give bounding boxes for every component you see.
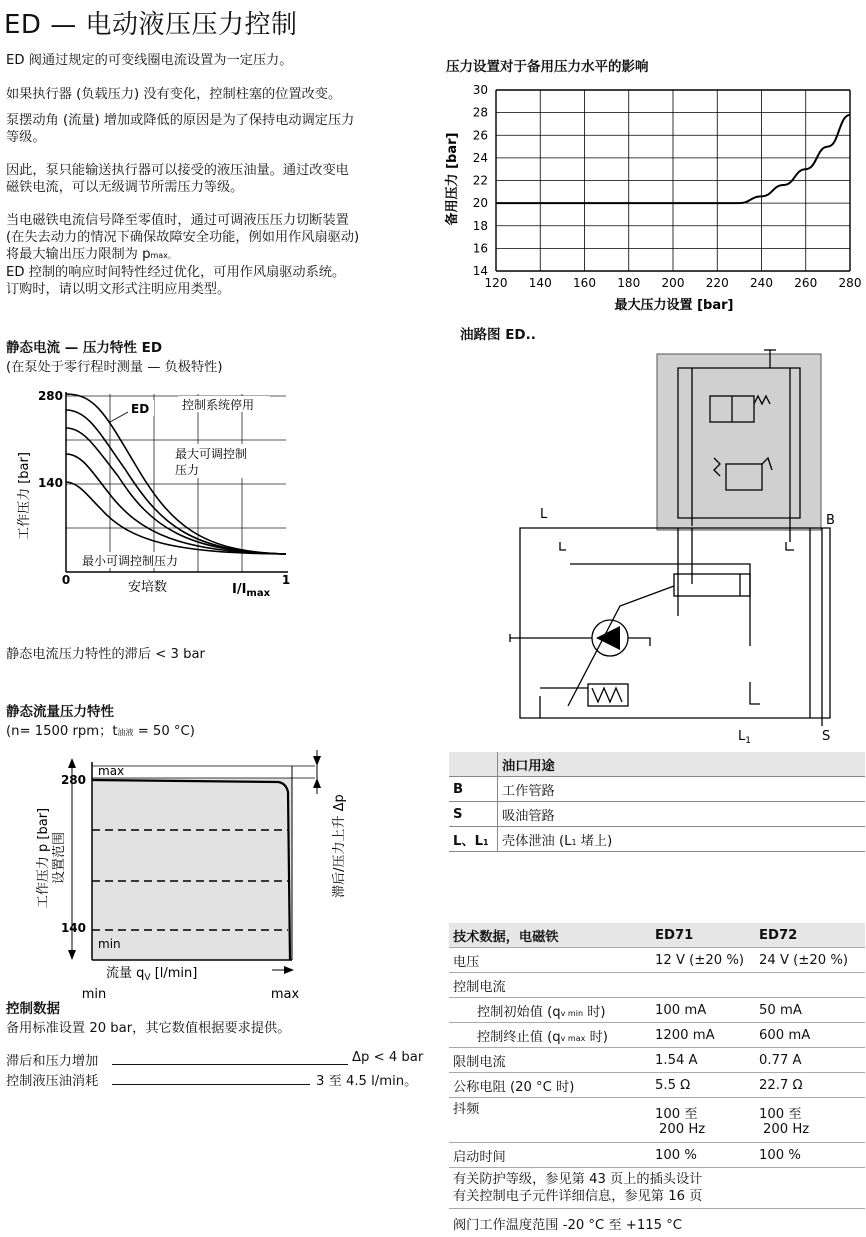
ports-header-blank — [449, 752, 498, 777]
standby-chart-xtick-label: 120 — [485, 276, 508, 290]
standby-chart-yticks — [473, 83, 488, 278]
port-key — [449, 827, 498, 852]
control-row1-leader — [112, 1050, 348, 1065]
intro-p2: 如果执行器 (负载压力) 没有变化，控制柱塞的位置改变。 — [6, 86, 426, 103]
spec-dither-ed72-b: 200 Hz — [759, 1122, 861, 1137]
spec-ed71: 1.54 A — [651, 1048, 755, 1073]
spec-start-sub: v min — [561, 1009, 583, 1018]
char2-ylabel2: 设置范围 — [52, 832, 67, 884]
port-usage-end: 堵上) — [577, 834, 613, 849]
standby-chart-ytick-label: 14 — [473, 264, 488, 278]
table-row — [449, 973, 865, 998]
intro-p4-line2: 磁铁电流，可以无级调节所需压力等级。 — [6, 179, 426, 196]
spec-temp: 阀门工作温度范围 -20 °C 至 +115 °C — [449, 1209, 865, 1237]
char1-xlabel2: $I/I_{max}$ — [232, 582, 271, 599]
spec-note2: 有关控制电子元件详细信息，参见第 16 页 — [453, 1188, 861, 1205]
char1-heading: 静态电流 — 压力特性 ED — [6, 340, 426, 357]
circuit-title: 油路图 ED.. — [460, 323, 536, 343]
char2-max-label: max — [98, 764, 124, 778]
char1-subheading: (在泵处于零行程时测量 — 负极特性) — [6, 359, 426, 376]
current-pressure-diagram — [0, 384, 300, 606]
standby-chart-ytick-label: 16 — [473, 241, 488, 255]
table-row — [449, 998, 865, 1023]
spec-ed71 — [651, 1098, 755, 1143]
spec-ed71: 5.5 Ω — [651, 1073, 755, 1098]
standby-chart-ytick-label: 24 — [473, 151, 488, 165]
circuit-port-L: L — [540, 507, 548, 522]
ports-header-row — [449, 752, 865, 777]
spec-notes — [449, 1168, 865, 1209]
control-row2-value: 3 至 4.5 l/min。 — [316, 1070, 417, 1089]
table-row — [449, 802, 865, 827]
standby-chart-ytick-label: 18 — [473, 219, 488, 233]
char2-xmax: max — [271, 987, 300, 1002]
circuit-port-L1: $L_1$ — [738, 729, 751, 746]
standby-chart-ytick-label: 20 — [473, 196, 488, 210]
control-row1-value: Δp < 4 bar — [352, 1050, 423, 1065]
char1-ytick-280: 280 — [38, 389, 63, 403]
port-usage — [498, 827, 866, 852]
standby-chart-xlabel: 最大压力设置 [bar] — [615, 297, 734, 313]
intro-p5-line3-text: 将最大输出压力限制为 p — [6, 247, 150, 262]
char2-sub-end: = 50 °C) — [134, 724, 195, 739]
spec-ed72: 0.77 A — [755, 1048, 865, 1073]
circuit-port-S: S — [822, 729, 830, 744]
spec-ed72: 22.7 Ω — [755, 1073, 865, 1098]
table-row — [449, 1098, 865, 1143]
char1-label-min: 最小可调控制压力 — [82, 553, 178, 568]
port-usage: 吸油管路 — [498, 802, 866, 827]
spec-ed71: 1200 mA — [651, 1023, 755, 1048]
standby-chart-ytick-label: 30 — [473, 83, 488, 97]
char2-sub-small: 油液 — [118, 728, 134, 737]
char1-label-off: 控制系统停用 — [182, 397, 254, 412]
intro-p5-line2: (在失去动力的情况下确保故障安全功能，例如用作风扇驱动) — [6, 229, 426, 246]
spec-dither-ed71-b: 200 Hz — [655, 1122, 751, 1137]
solenoid-spec-table — [449, 923, 865, 1237]
char2-subheading — [6, 723, 426, 741]
intro-p5-line3 — [6, 246, 426, 264]
port-key: B — [449, 777, 498, 802]
spec-end-text: 控制终止值 (q — [477, 1030, 561, 1045]
hydraulic-circuit — [500, 346, 866, 746]
spec-start-end: 时) — [583, 1005, 606, 1020]
char1-ytick-140: 140 — [38, 476, 63, 490]
spec-ed72: 24 V (±20 %) — [755, 948, 865, 973]
char1-label-max1: 最大可调控制 — [175, 446, 247, 461]
port-key-text: L、L — [453, 834, 483, 849]
char1-xtick-1: 1 — [282, 573, 290, 587]
char1-xlabel: 安培数 — [128, 579, 167, 595]
intro-p5 — [6, 212, 426, 298]
standby-chart-xtick-label: 280 — [839, 276, 862, 290]
table-row — [449, 777, 865, 802]
standby-pressure-chart — [440, 76, 866, 316]
control-note: 备用标准设置 20 bar，其它数值根据要求提供。 — [6, 1020, 426, 1037]
standby-chart-xtick-label: 260 — [794, 276, 817, 290]
control-row2-leader — [112, 1070, 310, 1085]
intro-p7: 订购时，请以明文形式注明应用类型。 — [6, 281, 426, 298]
standby-chart-ytick-label: 28 — [473, 106, 488, 120]
spec-header-ed72: ED72 — [755, 923, 865, 948]
char1-grid — [66, 394, 286, 572]
port-key-sub: 1 — [483, 838, 489, 847]
char2-xlabel: 流量 $q_V$ [l/min] — [106, 965, 197, 983]
circuit-control-block — [657, 354, 821, 530]
port-usage-text: 壳体泄油 (L — [502, 834, 571, 849]
intro-p5-line3-sub: max。 — [150, 251, 175, 260]
spec-header-title: 技术数据，电磁铁 — [449, 923, 651, 948]
intro-p3-line2: 等级。 — [6, 129, 426, 146]
spec-header-row — [449, 923, 865, 948]
ports-table — [449, 752, 865, 852]
control-heading: 控制数据 — [6, 1001, 426, 1018]
intro-p6: ED 控制的响应时间特性经过优化，可用作风扇驱动系统。 — [6, 264, 426, 281]
standby-chart-xtick-label: 240 — [750, 276, 773, 290]
char2-xarrow-head — [284, 966, 294, 974]
top-chart-title: 压力设置对于备用压力水平的影响 — [446, 55, 649, 75]
standby-chart-ytick-label: 22 — [473, 174, 488, 188]
char2-sub-text: (n= 1500 rpm；t — [6, 724, 118, 739]
spec-label — [449, 1023, 651, 1048]
char1-ed-leader — [110, 412, 128, 422]
spec-label: 限制电流 — [449, 1048, 651, 1073]
table-row — [449, 827, 865, 852]
table-row — [449, 1209, 865, 1237]
intro-p5-line1: 当电磁铁电流信号降至零值时，通过可调液压压力切断装置 — [6, 212, 426, 229]
circuit-port-B: B — [826, 513, 835, 528]
standby-chart-grid — [496, 90, 850, 271]
spec-ed71: 12 V (±20 %) — [651, 948, 755, 973]
standby-chart-ytick-label: 26 — [473, 128, 488, 142]
spec-note1: 有关防护等级，参见第 43 页上的插头设计 — [453, 1171, 861, 1188]
char2-min-label: min — [98, 937, 121, 951]
char2-ylabel1: 工作压力 p [bar] — [35, 808, 51, 908]
table-row — [449, 1023, 865, 1048]
spec-label: 电压 — [449, 948, 651, 973]
table-row — [449, 1168, 865, 1209]
intro-p3 — [6, 112, 426, 146]
char2-area — [92, 778, 292, 960]
intro-p4 — [6, 162, 426, 196]
spec-ed72: 600 mA — [755, 1023, 865, 1048]
intro-p4-line1: 因此，泵只能输送执行器可以接受的液压油量。通过改变电 — [6, 162, 426, 179]
char1-label-ed: ED — [131, 402, 149, 416]
spec-end-sub: v max — [561, 1034, 586, 1043]
spec-label: 抖频 — [449, 1098, 651, 1143]
port-usage: 工作管路 — [498, 777, 866, 802]
spec-label — [449, 998, 651, 1023]
intro-p1: ED 阀通过规定的可变线圈电流设置为一定压力。 — [6, 52, 426, 69]
spec-label: 公称电阻 (20 °C 时) — [449, 1073, 651, 1098]
page-title: ED — 电动液压压力控制 — [4, 4, 297, 41]
spec-ed71: 100 % — [651, 1143, 755, 1168]
spec-label: 控制电流 — [449, 973, 865, 998]
char1-xtick-0: 0 — [62, 573, 70, 587]
table-row — [449, 1048, 865, 1073]
standby-chart-xticks — [485, 276, 862, 290]
control-row1-label: 滞后和压力增加 — [6, 1050, 98, 1069]
standby-chart-xtick-label: 200 — [662, 276, 685, 290]
spec-end-end: 时) — [585, 1030, 608, 1045]
spec-start-text: 控制初始值 (q — [477, 1005, 561, 1020]
char2-rlabel: 滞后/压力上升 Δp — [331, 794, 347, 898]
spec-ed71: 100 mA — [651, 998, 755, 1023]
table-row — [449, 1073, 865, 1098]
spec-header-ed71: ED71 — [651, 923, 755, 948]
table-row — [449, 1143, 865, 1168]
standby-chart-ylabel: 备用压力 [bar] — [444, 133, 460, 226]
spec-ed72: 50 mA — [755, 998, 865, 1023]
ports-header: 油口用途 — [498, 752, 866, 777]
standby-chart-xtick-label: 140 — [529, 276, 552, 290]
spec-dither-ed72-a: 100 至 — [759, 1103, 861, 1122]
standby-chart-xtick-label: 180 — [617, 276, 640, 290]
hysteresis-text: 静态电流压力特性的滞后 < 3 bar — [6, 646, 426, 663]
spec-ed72 — [755, 1098, 865, 1143]
char1-label-max2: 压力 — [175, 462, 199, 477]
char2-ytick-280: 280 — [61, 773, 86, 787]
char2-ytick-140: 140 — [61, 921, 86, 935]
char1-ylabel: 工作压力 [bar] — [16, 452, 32, 540]
char2-heading: 静态流量压力特性 — [6, 704, 426, 721]
port-key: S — [449, 802, 498, 827]
intro-p3-line1: 泵摆动角 (流量) 增加或降低的原因是为了保持电动调定压力 — [6, 112, 426, 129]
spec-label: 启动时间 — [449, 1143, 651, 1168]
port-usage-sub: 1 — [571, 838, 576, 847]
spec-ed72: 100 % — [755, 1143, 865, 1168]
control-row2-label: 控制液压油消耗 — [6, 1070, 98, 1089]
flow-pressure-diagram — [0, 748, 360, 1006]
table-row — [449, 948, 865, 973]
char2-xmin: min — [82, 987, 107, 1002]
standby-chart-xtick-label: 220 — [706, 276, 729, 290]
standby-chart-xtick-label: 160 — [573, 276, 596, 290]
spec-dither-ed71-a: 100 至 — [655, 1103, 751, 1122]
